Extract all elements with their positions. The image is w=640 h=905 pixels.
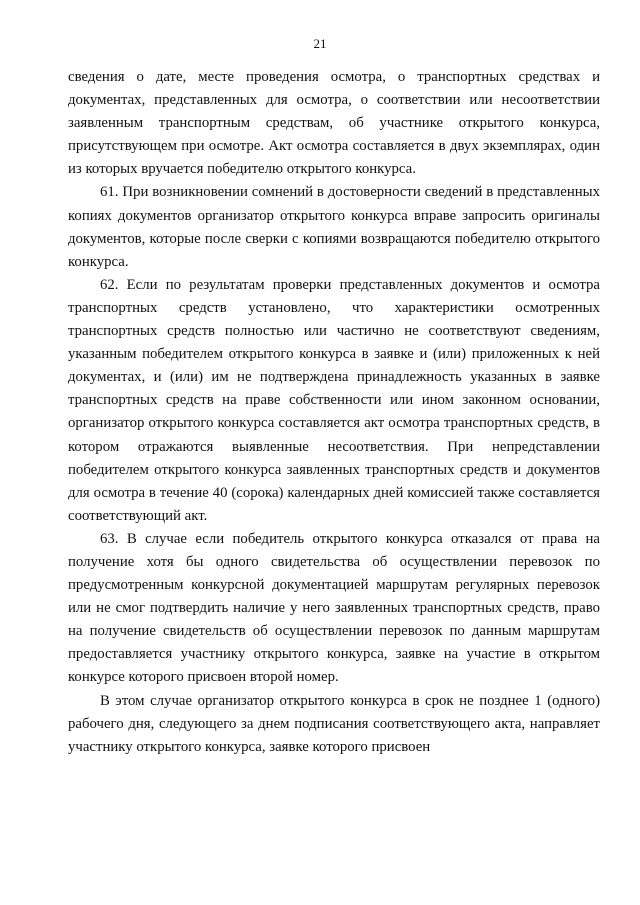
paragraph-63: 63. В случае если победитель открытого конкурса отказался от права на получение хотя бы одного свидетельства об осуществлении перевозок по предусмотренным конкурсной документацией маршрутам регулярных перевозок или не смог подтвердить наличие у него заявленных транспортных средств, право на получение свидетельств об осуществлении перевозок по данным маршрутам предоставляется участнику открытого конкурса, заявке на участие в открытом конкурсе которого присвоен второй номер. (68, 530, 600, 686)
paragraph-63-continued: В этом случае организатор открытого конкурса в срок не позднее 1 (одного) рабочего дня, следующего за днем подписания соответствующего акта, направляет участнику открытого конкурса, заявке которого присвоен (68, 692, 600, 755)
paragraph-62: 62. Если по результатам проверки представленных документов и осмотра транспортных средств установлено, что характеристики осмотренных транспортных средств полностью или частично не соответствуют сведениям, указанным победителем открытого конкурса в заявке и (или) приложенных к ней документах, и (или) им не подтверждена принадлежность указанных в заявке транспортных средств на праве собственности или ином законном основании, организатор открытого конкурса составляется акт осмотра транспортных средств, в котором отражаются выявленные несоответствия. При непредставлении победителем открытого конкурса заявленных транспортных средств и документов для осмотра в течение 40 (сорока) календарных дней комиссией также составляется соответствующий акт. (68, 276, 600, 524)
document-body (68, 66, 600, 759)
paragraph-continuation: сведения о дате, месте проведения осмотра, о транспортных средствах и документах, представленных для осмотра, о соответствии или несоответствии заявленным транспортным средствам, об участнике открытого конкурса, присутствующем при осмотре. Акт осмотра составляется в двух экземплярах, один из которых вручается победителю открытого конкурса. (68, 69, 600, 178)
paragraph-61: 61. При возникновении сомнений в достоверности сведений в представленных копиях документов организатор открытого конкурса вправе запросить оригиналы документов, которые после сверки с копиями возвращаются победителю открытого конкурса. (68, 184, 600, 270)
page-number: 21 (313, 36, 327, 51)
